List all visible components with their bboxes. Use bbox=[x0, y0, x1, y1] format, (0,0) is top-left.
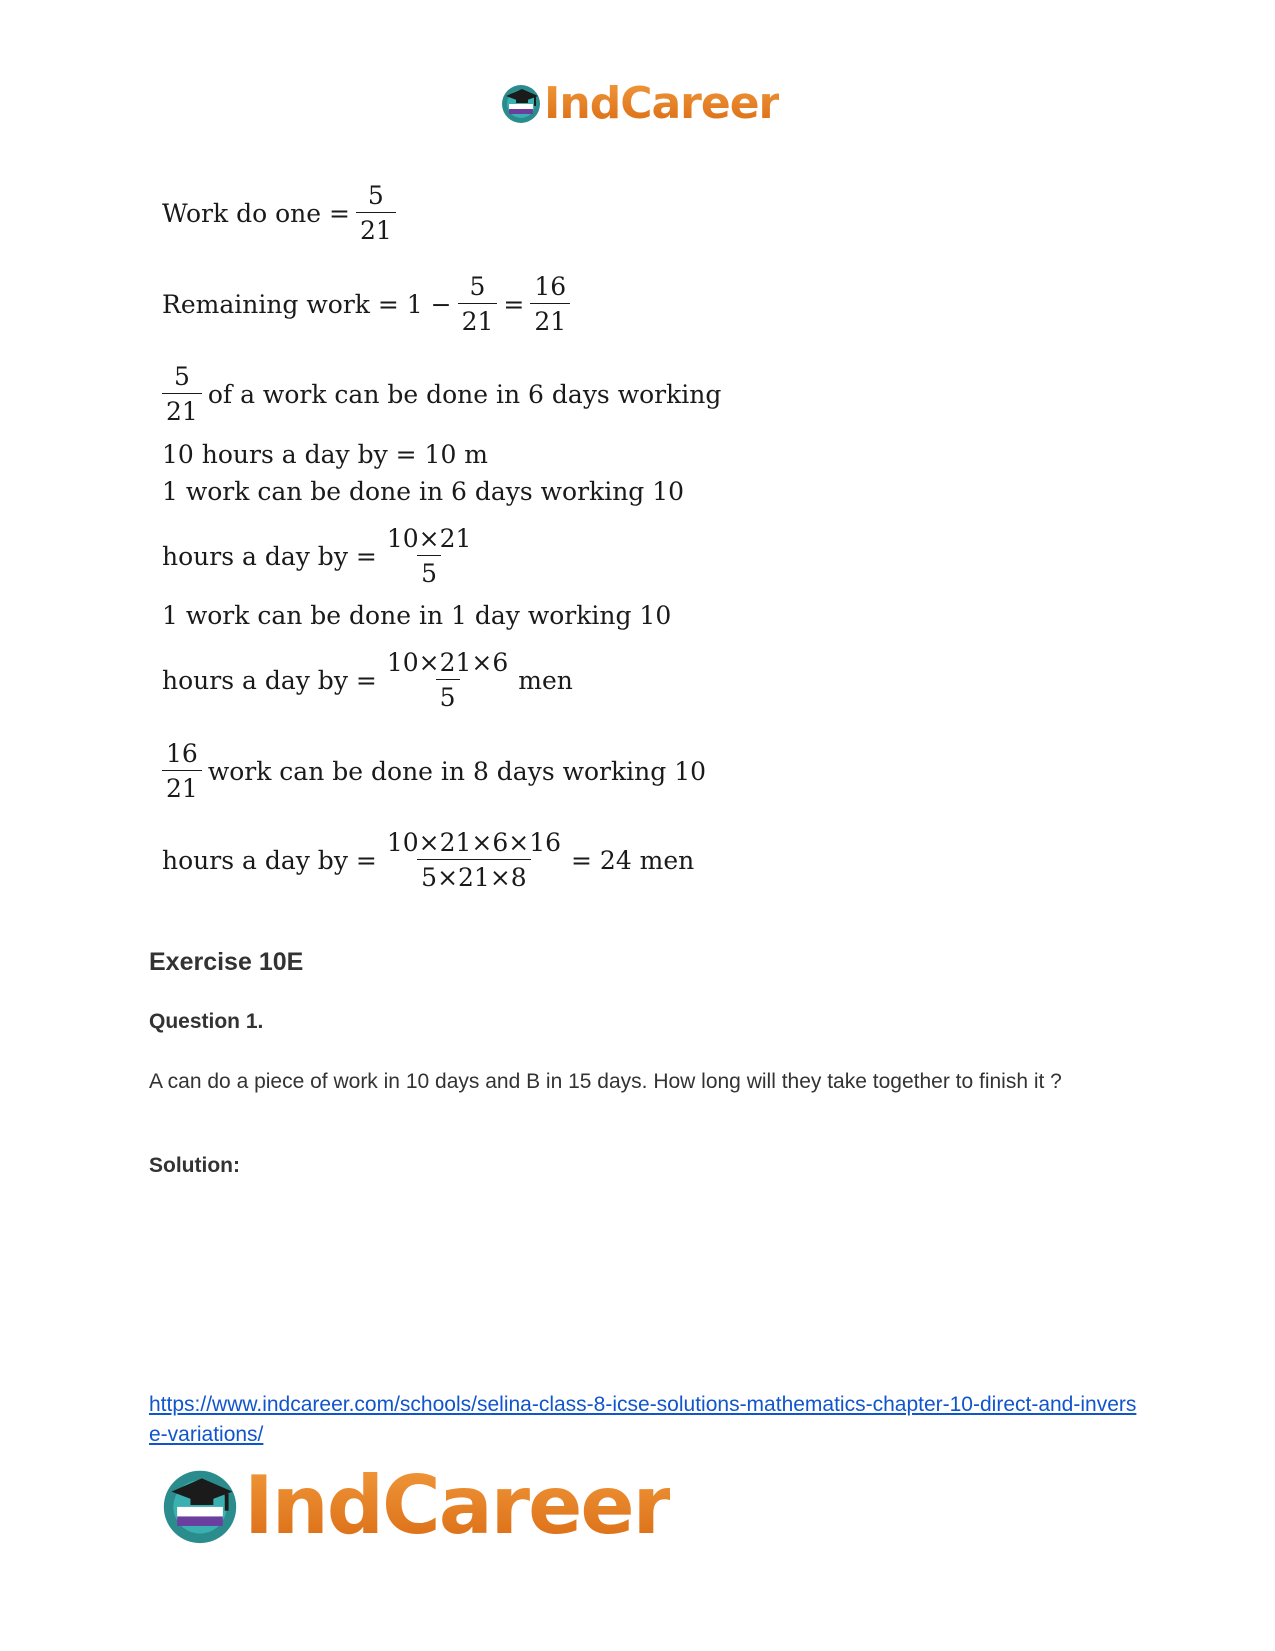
math-line-2: Remaining work = 1 − $\frac{5}{21}$ = $\frac{16}{21}$ bbox=[162, 274, 576, 334]
math-line-3: $\frac{5}{21}$ of a work can be done in 6 days working bbox=[162, 364, 721, 424]
math-line-9: $\frac{16}{21}$ work can be done in 8 days working 10 bbox=[162, 741, 706, 801]
fraction: $\frac{10\times 21\times 6}{5}$ bbox=[386, 648, 509, 712]
fraction: $\frac{16}{21}$ bbox=[162, 741, 202, 801]
graduation-cap-book-icon bbox=[160, 1465, 240, 1545]
fraction: $\frac{5}{21}$ bbox=[356, 183, 396, 243]
graduation-cap-book-icon bbox=[500, 82, 542, 124]
fraction: $\frac{10\times 21\times 6\times 16}{5\times 21\times 8}$ bbox=[386, 828, 562, 892]
question-label: Question 1. bbox=[149, 1010, 264, 1033]
brand-name: IndCareer bbox=[244, 1458, 671, 1552]
fraction: $\frac{10\times 21}{5}$ bbox=[386, 524, 472, 588]
exercise-heading: Exercise 10E bbox=[149, 948, 304, 976]
math-line-4: 10 hours a day by = 10 m bbox=[162, 440, 489, 469]
math-line-6: hours a day by = $\frac{10\times 21}{5}$ bbox=[162, 526, 481, 586]
fraction: $\frac{16}{21}$ bbox=[530, 274, 570, 334]
solution-label: Solution: bbox=[149, 1154, 240, 1177]
brand-name: IndCareer bbox=[544, 77, 780, 129]
math-line-8: hours a day by = $\frac{10\times 21\times 6}{5}$ men bbox=[162, 648, 573, 712]
header-logo bbox=[500, 76, 779, 130]
math-line-7: 1 work can be done in 1 day working 10 bbox=[162, 601, 672, 630]
math-line-10: hours a day by = $\frac{10\times 21\times 6\times 16}{5\times 21\times 8}$ = 24 men bbox=[162, 828, 695, 892]
question-text: A can do a piece of work in 10 days and B in 15 days. How long will they take together to finish it ? bbox=[149, 1070, 1062, 1093]
math-line-5: 1 work can be done in 6 days working 10 bbox=[162, 477, 685, 506]
source-link[interactable]: https://www.indcareer.com/schools/selina-class-8-icse-solutions-mathematics-chapter-10-direct-and-inverse-variations/ bbox=[149, 1393, 1137, 1446]
fraction: $\frac{5}{21}$ bbox=[162, 364, 202, 424]
footer-logo bbox=[160, 1458, 670, 1552]
math-line-1: Work do one = $\frac{5}{21}$ bbox=[162, 183, 402, 243]
fraction: $\frac{5}{21}$ bbox=[458, 274, 498, 334]
